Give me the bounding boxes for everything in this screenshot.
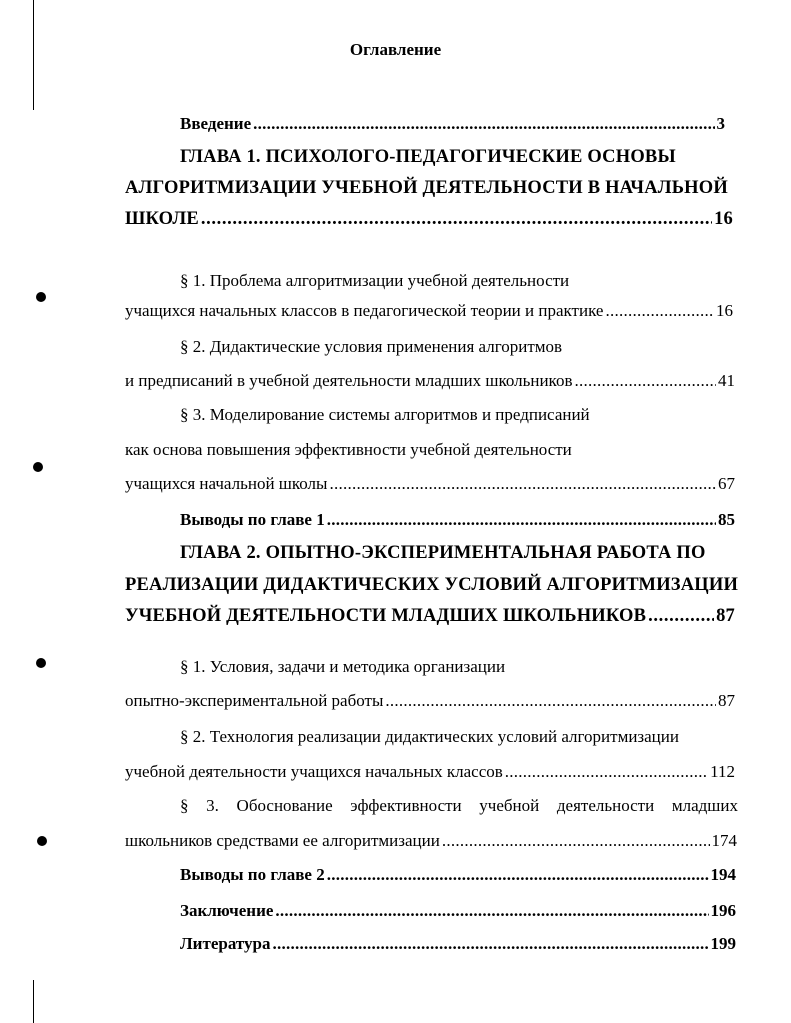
toc-entry-label: учащихся начальной школы xyxy=(125,474,328,493)
section-1-1-line-2 xyxy=(125,300,733,322)
section-1-3-line-2: как основа повышения эффективности учебной деятельности xyxy=(125,440,572,459)
toc-page-number: 87 xyxy=(718,691,735,710)
toc-entry-label: школьников средствами ее алгоритмизации xyxy=(125,831,440,850)
toc-entry-label: Литература xyxy=(180,934,271,953)
dot-leader xyxy=(272,933,708,955)
page-title: Оглавление xyxy=(349,40,442,59)
toc-page-number: 3 xyxy=(716,114,725,133)
toc-entry-label: учащихся начальных классов в педагогической теории и практике xyxy=(125,301,604,320)
chapter-2-heading-line-1: ГЛАВА 2. ОПЫТНО-ЭКСПЕРИМЕНТАЛЬНАЯ РАБОТА ПО xyxy=(180,543,706,563)
section-1-3-line-1: § 3. Моделирование системы алгоритмов и предписаний xyxy=(180,405,590,424)
toc-page-number: 16 xyxy=(714,209,733,229)
toc-page-number: 87 xyxy=(716,606,735,626)
toc-entry-label: учебной деятельности учащихся начальных классов xyxy=(125,762,503,781)
section-2-3-line-2 xyxy=(125,830,737,852)
dot-leader xyxy=(605,300,714,322)
chapter-2-heading-line-3 xyxy=(125,605,735,627)
toc-entry-label: и предписаний в учебной деятельности младших школьников xyxy=(125,371,573,390)
dot-leader xyxy=(505,761,708,783)
toc-entry-label: Выводы по главе 2 xyxy=(180,865,325,884)
punch-hole-2 xyxy=(33,462,43,472)
section-1-2-line-2 xyxy=(125,370,735,392)
section-2-1-line-1: § 1. Условия, задачи и методика организации xyxy=(180,657,506,676)
dot-leader xyxy=(327,509,716,531)
section-2-1-line-2 xyxy=(125,690,735,712)
section-1-3-line-3 xyxy=(125,473,735,495)
toc-page-number: 194 xyxy=(710,865,736,884)
section-2-2-line-1: § 2. Технология реализации дидактических условий алгоритмизации xyxy=(180,727,679,746)
chapter-2-conclusions xyxy=(180,864,736,886)
toc-page-number: 112 xyxy=(710,762,735,781)
toc-entry-conclusion xyxy=(180,900,736,922)
section-1-1-line-1: § 1. Проблема алгоритмизации учебной деятельности xyxy=(180,271,570,290)
section-1-2-line-1: § 2. Дидактические условия применения алгоритмов xyxy=(180,337,563,356)
dot-leader xyxy=(442,830,710,852)
toc-page-number: 196 xyxy=(710,901,736,920)
chapter-1-heading-line-3 xyxy=(125,208,733,230)
chapter-2-heading-line-2: РЕАЛИЗАЦИИ ДИДАКТИЧЕСКИХ УСЛОВИЙ АЛГОРИТМИЗАЦИИ xyxy=(125,575,739,595)
scan-edge-line-bottom xyxy=(33,980,34,1023)
dot-leader xyxy=(253,113,714,135)
punch-hole-4 xyxy=(37,836,47,846)
toc-page-number: 16 xyxy=(716,301,733,320)
toc-page-number: 41 xyxy=(718,371,735,390)
chapter-1-heading-line-1: ГЛАВА 1. ПСИХОЛОГО-ПЕДАГОГИЧЕСКИЕ ОСНОВЫ xyxy=(180,147,676,167)
dot-leader xyxy=(201,208,712,230)
toc-entry-literature xyxy=(180,933,736,955)
toc-entry-label: ШКОЛЕ xyxy=(125,209,199,229)
toc-page-number: 174 xyxy=(711,831,737,850)
toc-entry-label: опытно-экспериментальной работы xyxy=(125,691,384,710)
dot-leader xyxy=(275,900,708,922)
toc-page-number: 85 xyxy=(718,510,735,529)
punch-hole-3 xyxy=(36,658,46,668)
toc-entry-label: Заключение xyxy=(180,901,274,920)
dot-leader xyxy=(329,473,716,495)
punch-hole-1 xyxy=(36,292,46,302)
dot-leader xyxy=(327,864,709,886)
dot-leader xyxy=(574,370,716,392)
section-2-3-line-1: § 3. Обоснование эффективности учебной деятельности младших xyxy=(180,796,738,815)
toc-entry-intro xyxy=(180,113,725,135)
chapter-1-conclusions xyxy=(180,509,735,531)
dot-leader xyxy=(385,690,716,712)
toc-entry-label: УЧЕБНОЙ ДЕЯТЕЛЬНОСТИ МЛАДШИХ ШКОЛЬНИКОВ xyxy=(125,606,647,626)
toc-page-number: 67 xyxy=(718,474,735,493)
section-2-2-line-2 xyxy=(125,761,735,783)
dot-leader xyxy=(648,605,714,627)
toc-entry-label: Выводы по главе 1 xyxy=(180,510,325,529)
toc-page-number: 199 xyxy=(710,934,736,953)
toc-entry-label: Введение xyxy=(180,114,252,133)
chapter-1-heading-line-2: АЛГОРИТМИЗАЦИИ УЧЕБНОЙ ДЕЯТЕЛЬНОСТИ В НАЧАЛЬНОЙ xyxy=(125,178,728,198)
